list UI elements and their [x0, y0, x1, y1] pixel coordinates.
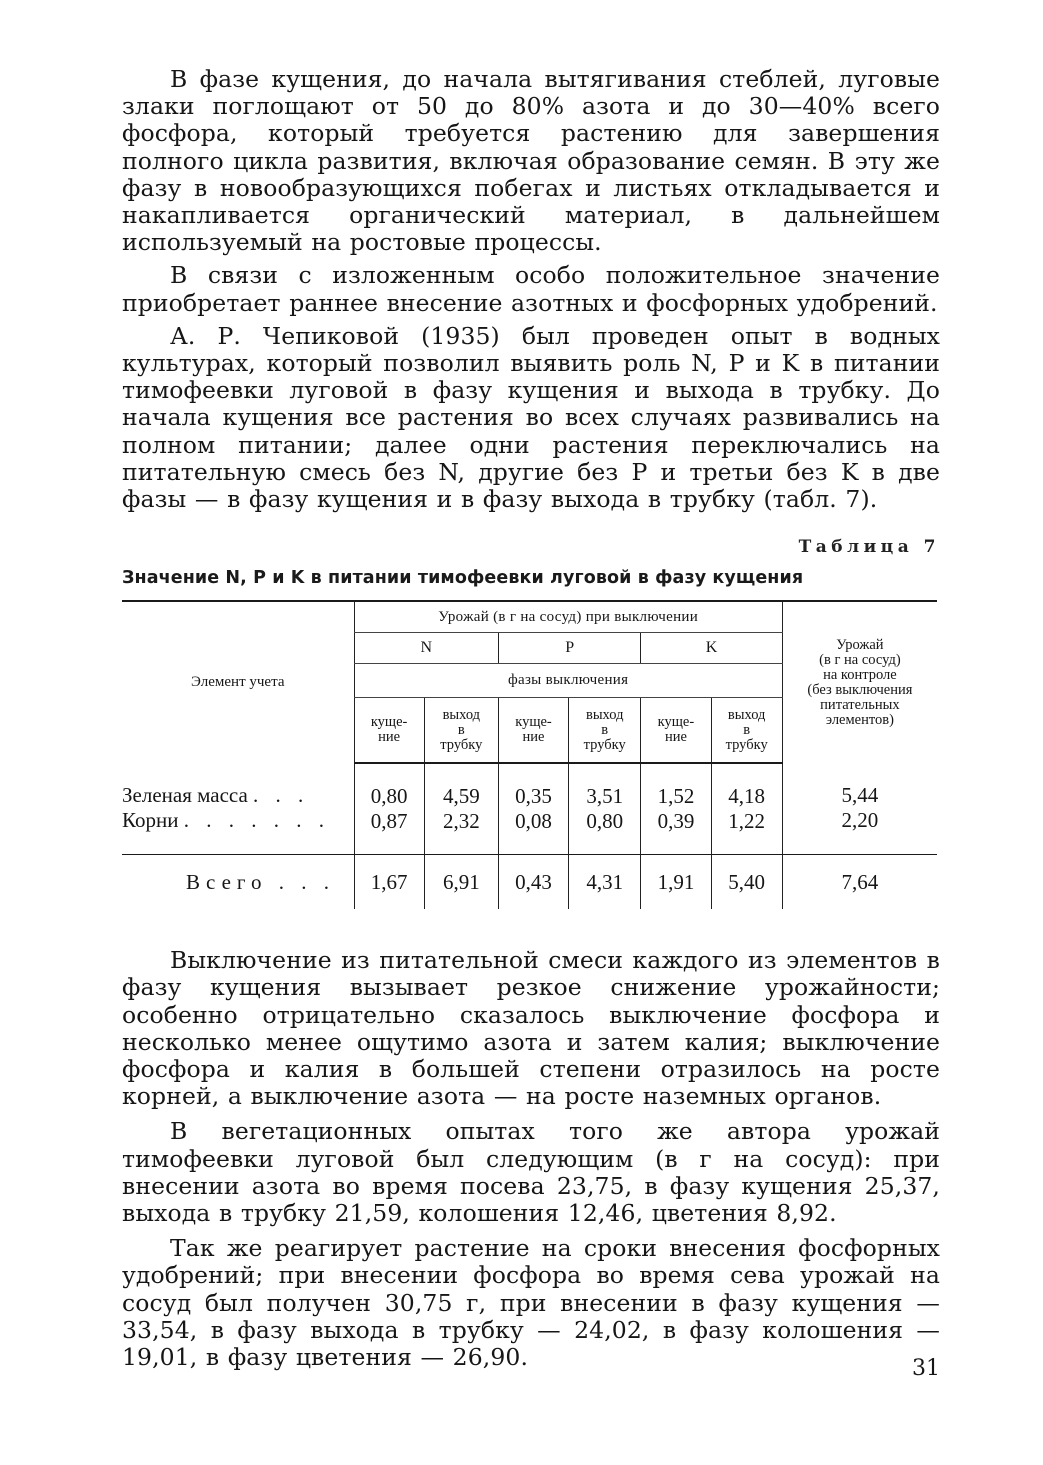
paragraph-6: Так же реагирует растение на сроки внесения фосфорных удобрений; при внесении фосфора во время сева урожай на сосуд был получен 30,75 г, при внесении в фазу кущения — 33,54, в фазу выхода в трубку — 24,02, в фазу колошения — 19,01, в фазу цветения — 26,90.: [122, 1234, 940, 1372]
header-phases: фазы выключения: [354, 664, 782, 698]
row-label-text: Корни: [122, 808, 179, 833]
cell-value: 0,80: [370, 784, 408, 809]
total-n-tillering: 1,67: [354, 855, 424, 910]
cell-k-booting: [711, 763, 782, 855]
table-label: Таблица 7: [798, 537, 940, 558]
cell-value: 5,44: [841, 783, 879, 808]
cell-value: 0,87: [370, 809, 408, 834]
cell-value: 3,51: [586, 784, 624, 809]
cell-p-booting: [569, 763, 641, 855]
leader-dots: . . .: [278, 869, 335, 894]
header-k-booting-text: выход в трубку: [725, 706, 768, 753]
table-row: [122, 763, 937, 855]
header-k-tillering: [641, 698, 711, 764]
cell-k-tillering: [641, 763, 711, 855]
row-label-text: Зеленая масса: [122, 783, 248, 808]
paragraph-5: В вегетационных опытах того же автора урожай тимофеевки луговой был следующим (в г на сосуд): при внесении азота во время посева 23,75, в фазу кущения 25,37, выхода в трубку 21,59, колошения 12,46, цветения 8,92.: [122, 1117, 940, 1228]
cell-value: 1,22: [728, 809, 766, 834]
header-k-booting: [711, 698, 782, 764]
leader-dots: . . . . . . .: [183, 808, 330, 833]
header-p-tillering-text: куще- ние: [515, 714, 552, 746]
table-caption: Значение N, P и K в питании тимофеевки луговой в фазу кущения: [122, 568, 804, 589]
cell-value: 0,39: [657, 809, 695, 834]
header-control-text: Урожай (в г на сосуд) на контроле (без выключения питательных элементов): [807, 636, 913, 728]
cell-value: 2,32: [442, 809, 480, 834]
header-control: [782, 601, 937, 763]
table-row-total: [122, 855, 937, 910]
header-yield-group: Урожай (в г на сосуд) при выключении: [354, 601, 782, 633]
cell-value: 4,59: [442, 784, 480, 809]
cell-n-tillering: [354, 763, 424, 855]
leader-dots: . . .: [253, 783, 310, 808]
total-label-text: Всего: [186, 869, 268, 894]
total-k-booting: 5,40: [711, 855, 782, 910]
cell-n-booting: [424, 763, 498, 855]
header-n-booting: [424, 698, 498, 764]
row-label-roots: [122, 808, 354, 833]
header-p-booting-text: выход в трубку: [583, 706, 626, 753]
cell-value: 2,20: [841, 808, 879, 833]
page-number: 31: [912, 1356, 940, 1381]
cell-control: [782, 763, 937, 855]
paragraph-2: В связи с изложенным особо положительное значение приобретает раннее внесение азотных и фосфорных удобрений.: [122, 261, 940, 317]
total-label: [122, 855, 354, 910]
header-nutrient-n: N: [354, 633, 498, 664]
page-content: [122, 66, 940, 1371]
cell-p-tillering: [498, 763, 568, 855]
header-p-booting: [569, 698, 641, 764]
paragraph-1: В фазе кущения, до начала вытягивания стеблей, луговые злаки поглощают от 50 до 80% азота и до 30—40% всего фосфора, который требуется растению для завершения полного цикла развития, включая образование семян. В эту же фазу в новообразующихся побегах и листьях откладывается и накапливается органический материал, в дальнейшем используемый на ростовые процессы.: [122, 65, 940, 257]
data-table: [122, 600, 937, 909]
row-labels: [122, 763, 354, 855]
cell-value: 4,18: [728, 784, 766, 809]
total-p-tillering: 0,43: [498, 855, 568, 910]
header-n-tillering: [354, 698, 424, 764]
cell-value: 0,08: [515, 809, 552, 834]
cell-value: 0,35: [515, 784, 552, 809]
cell-value: 0,80: [586, 809, 624, 834]
total-n-booting: 6,91: [424, 855, 498, 910]
total-control: 7,64: [782, 855, 937, 910]
header-nutrient-p: P: [498, 633, 640, 664]
paragraph-3: А. Р. Чепиковой (1935) был проведен опыт в водных культурах, который позволил выявить роль N, P и K в питании тимофеевки луговой в фазу кущения и выхода в трубку. До начала кущения все растения во всех случаях развивались на полном питании; далее одни растения переключались на питательную смесь без N, другие без P и третьи без K в две фазы — в фазу кущения и в фазу выхода в трубку (табл. 7).: [122, 321, 940, 514]
header-nutrient-k: K: [641, 633, 782, 664]
header-element: Элемент учета: [191, 674, 285, 691]
row-label-green-mass: [122, 783, 354, 808]
header-k-tillering-text: куще- ние: [657, 714, 695, 746]
total-p-booting: 4,31: [569, 855, 641, 910]
header-n-booting-text: выход в трубку: [440, 706, 483, 753]
paragraph-4: Выключение из питательной смеси каждого из элементов в фазу кущения вызывает резкое снижение урожайности; особенно отрицательно сказалось выключение фосфора и несколько менее ощутимо азота и затем калия; выключение фосфора и калия в большей степени отразилось на росте корней, а выключение азота — на росте наземных органов.: [122, 946, 940, 1111]
cell-value: 1,52: [657, 784, 695, 809]
header-n-tillering-text: куще- ние: [370, 714, 408, 746]
header-p-tillering: [498, 698, 568, 764]
total-k-tillering: 1,91: [641, 855, 711, 910]
